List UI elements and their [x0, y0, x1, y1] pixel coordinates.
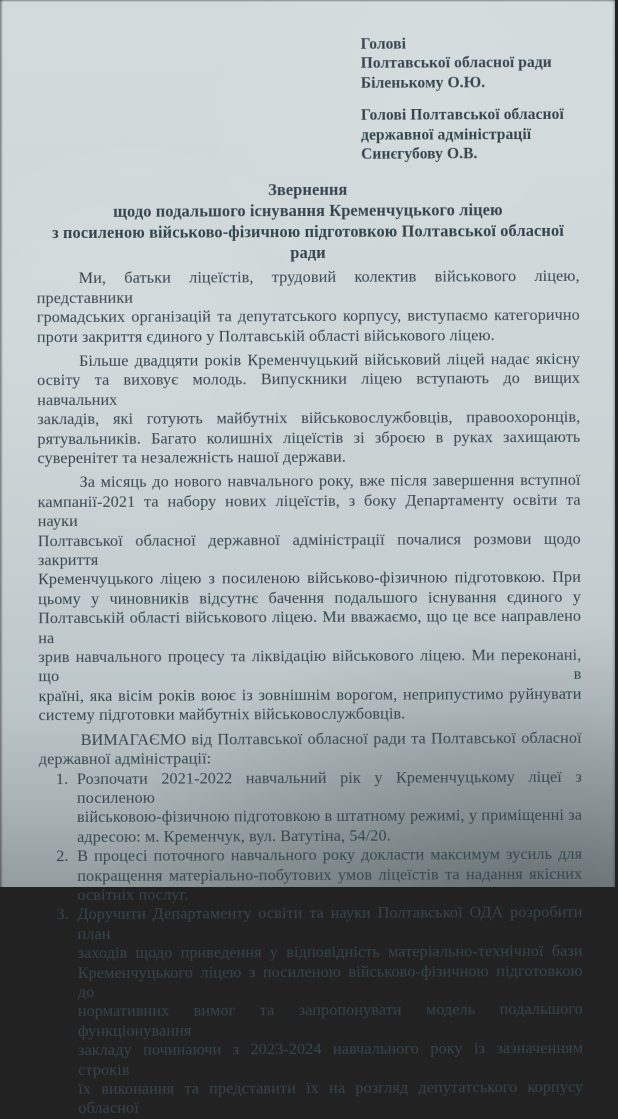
- demand-item: [56, 845, 582, 906]
- text-line: Розпочати 2021-2022 навчальний рік у Кременчуцькому ліцеї з посиленою: [76, 767, 582, 807]
- text-line: Полтавській області військового ліцею. Ми вважаємо, що це все направлено на: [38, 607, 582, 647]
- demands-intro-line: ВИМАГАЄМО від Полтавської обласної ради та Полтавської обласної: [80, 728, 582, 749]
- text-line: освіту та виховує молодь. Випускники ліцею вступають до вищих навчальних: [37, 369, 581, 409]
- item-number: 3.: [56, 905, 69, 924]
- text-line: закладу починаючи з 2023-2024 навчального року із зазначенням строків: [77, 1038, 584, 1079]
- text-line: громадських організацій та депутатського корпусу, виступаємо категорично: [36, 305, 580, 327]
- item-body: [77, 845, 582, 905]
- document-title: [36, 178, 579, 264]
- text-line: Ми, батьки ліцеїстів, трудовий колектив військового ліцею, представники: [36, 267, 580, 307]
- text-line: адресою: м. Кременчук, вул. Ватутіна, 54/20.: [77, 826, 391, 846]
- title-line: Звернення: [268, 180, 348, 200]
- text-line: суверенітет та незалежність нашої держави.: [37, 447, 347, 468]
- text-line: їх виконання та представити їх на розгляд депутатського корпусу обласної: [78, 1077, 584, 1118]
- photo-top-edge-shadow: [0, 0, 615, 2]
- demand-item: [56, 767, 582, 847]
- recipient-line: Біленькому О.Ю.: [360, 74, 486, 92]
- text-line: військовою-фізичною підготовкою в штатному режимі, у приміщенні за: [76, 806, 583, 827]
- title-line: з посиленою військово-фізичною підготовкою Полтавської обласної ради: [52, 221, 564, 263]
- paragraph: [38, 471, 582, 726]
- item-number: 1.: [55, 769, 69, 788]
- photo-right-edge-shadow: [612, 0, 615, 887]
- text-line: країні, яка вісім років воює із зовнішнім ворогом, неприпустимо руйнувати: [38, 684, 582, 706]
- text-line: нормативних вимог та запропонувати модель подальшого функціонування: [77, 1000, 583, 1040]
- text-line: закладів, які готують майбутніх військовослужбовців, правоохоронців,: [37, 407, 581, 429]
- demands-intro-line: державної адміністрації:: [38, 749, 212, 769]
- recipient-block-oblast-council: [361, 35, 579, 94]
- text-line: покращення матеріально-побутових умов ліцеїстів та надання якісних: [77, 864, 583, 885]
- text-line: Доручити Департаменту освіти та науки Полтавської ОДА розробити план: [77, 903, 583, 943]
- title-line: щодо подальшого існування Кременчуцького ліцею: [113, 200, 503, 222]
- text-line: За місяць до нового навчального року, вже після завершення вступної: [79, 471, 581, 492]
- paragraph: [37, 350, 581, 469]
- text-line: кампанії-2021 та набору нових ліцеїстів, з боку Департаменту освіти та науки: [37, 490, 581, 531]
- recipient-line: Голові Полтавської обласної: [360, 106, 564, 124]
- text-line: проти закриття єдиного у Полтавській області військового ліцею.: [36, 325, 495, 346]
- text-line: Кременчуцького ліцею з посиленою військово-фізичною підготовкою до: [77, 961, 583, 1001]
- text-line: цьому у чиновників відсутнє бачення подальшого існування єдиного у: [38, 587, 582, 609]
- paragraph: [37, 267, 580, 347]
- item-body: [77, 903, 583, 1119]
- recipient-line: Голові: [360, 35, 407, 53]
- text-line: рятувальників. Багато колишніх ліцеїстів зі зброєю в руках захищають: [37, 427, 581, 448]
- recipient-line: Синєгубову О.В.: [361, 145, 478, 163]
- item-body: [77, 767, 582, 847]
- recipient-block-oblast-administration: [361, 106, 579, 165]
- text-line: зрив навчального процесу та ліквідацію військового ліцею. Ми переконані, що в: [38, 645, 582, 686]
- photo-left-edge-shadow: [0, 0, 3, 887]
- text-line: Кременчуцького ліцею з посиленою військово-фізичною підготовкою. При: [37, 568, 582, 589]
- text-line: систему підготовки майбутніх військовослужбовців.: [38, 704, 406, 725]
- text-line: В процесі поточного навчального року докласти максимум зусиль для: [77, 844, 583, 866]
- text-line: заходів щодо приведення у відповідність матеріально-технічної бази: [77, 941, 583, 963]
- text-line: освітніх послуг.: [77, 885, 189, 904]
- demands-section: [39, 728, 584, 1118]
- text-line: Полтавської обласної державної адміністрації почалися розмови щодо закриття: [37, 529, 581, 570]
- text-line: Більше двадцяти років Кременчуцький військовий ліцей надає якісну: [78, 349, 581, 370]
- item-number: 2.: [56, 847, 69, 866]
- demand-item: [56, 903, 583, 1119]
- recipients: [361, 35, 580, 165]
- recipient-line: державної адміністрації: [361, 125, 532, 144]
- recipient-line: Полтавської обласної ради: [360, 54, 552, 73]
